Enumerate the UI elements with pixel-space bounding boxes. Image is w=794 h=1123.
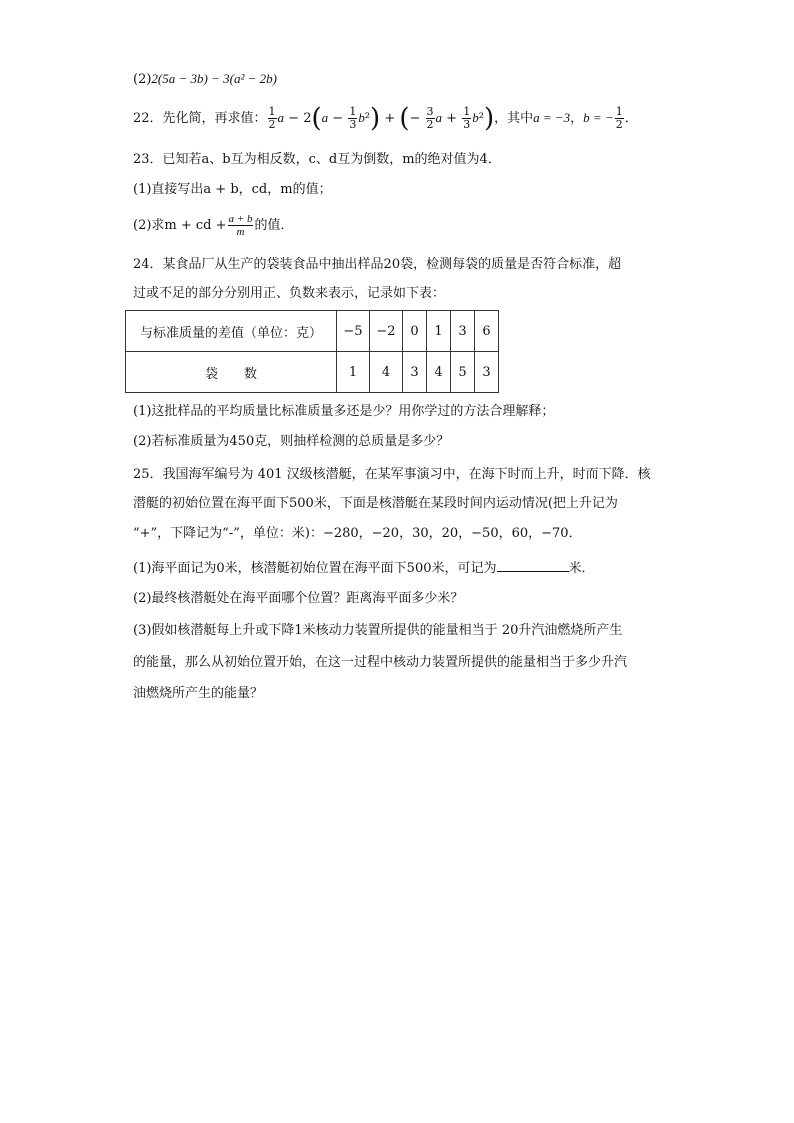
value-a: a = −3: [533, 110, 571, 125]
fraction-third-2: $\frac{1}{3}$: [463, 105, 471, 131]
question-25-part-3-line-2: 的能量，那么从初始位置开始，在这一过程中核动力装置所提供的能量相当于多少升汽: [133, 655, 628, 670]
table-cell: 1: [337, 352, 370, 393]
data-table: [125, 310, 499, 393]
fraction-half: $\frac{1}{2}$: [268, 105, 276, 131]
expression: 2(5a − 3b) − 3(a² − 2b): [151, 71, 277, 86]
table-cell: 4: [427, 352, 451, 393]
question-24-line-1: 24．某食品厂从生产的袋装食品中抽出样品20袋，检测每袋的质量是否符合标准，超: [133, 257, 622, 272]
table-cell: 0: [403, 311, 427, 352]
fraction-ab-over-m: $\frac{a + b}{m}$: [228, 213, 253, 238]
question-25-line-2: 潜艇的初始位置在海平面下500米，下面是核潜艇在某段时间内运动情况(把上升记为: [133, 496, 618, 511]
question-22-where: ，其中: [494, 111, 534, 126]
table-row: [126, 311, 499, 352]
question-25-part-3-line-3: 油燃烧所产生的能量？: [133, 686, 264, 701]
table-cell: 3: [475, 352, 499, 393]
part-2-suffix: 的值．: [254, 218, 294, 233]
row-header-diff: 与标准质量的差值（单位：克）: [126, 311, 337, 352]
fraction-three-halves: $\frac{3}{2}$: [426, 105, 434, 131]
table-row: [126, 352, 499, 393]
table-cell: 3: [403, 352, 427, 393]
question-22-prefix: 22．先化简，再求值：: [133, 111, 267, 126]
question-23-part-2: [133, 213, 293, 238]
part-1-suffix: 米．: [568, 561, 595, 576]
question-23-part-1: (1)直接写出a + b，cd，m的值；: [133, 182, 332, 197]
question-24-part-1: (1)这批样品的平均质量比标准质量多还是少？用你学过的方法合理解释；: [133, 404, 555, 419]
table-cell: 4: [370, 352, 403, 393]
answer-blank[interactable]: [497, 559, 569, 572]
table-cell: −5: [337, 311, 370, 352]
question-25-line-3: “+”，下降记为“-”，单位：米)：−280，−20，30，20，−50，60，−70．: [133, 526, 582, 541]
question-25-part-1: [133, 559, 595, 578]
fraction-b-value: $\frac{1}{2}$: [615, 105, 623, 131]
table-cell: −2: [370, 311, 403, 352]
question-23: 23．已知若a、b互为相反数，c、d互为倒数，m的绝对值为4．: [133, 152, 501, 167]
question-25-part-3-line-1: (3)假如核潜艇每上升或下降1米核动力装置所提供的能量相当于 20升汽油燃烧所产生: [133, 623, 623, 638]
question-21-part-2: [133, 70, 277, 89]
value-b: b = −: [583, 110, 614, 125]
question-25-line-1: 25．我国海军编号为 401 汉级核潜艇，在某军事演习中，在海下时而上升，时而下降．核: [133, 467, 651, 482]
question-24-line-2: 过或不足的部分分别用正、负数来表示，记录如下表：: [133, 286, 446, 301]
part-2-prefix: (2)求m + cd +: [133, 218, 227, 233]
table-cell: 6: [475, 311, 499, 352]
question-25-part-2: (2)最终核潜艇处在海平面哪个位置？距离海平面多少米？: [133, 591, 464, 606]
table-cell: 1: [427, 311, 451, 352]
part-label: (2): [133, 72, 152, 87]
fraction-third: $\frac{1}{3}$: [349, 105, 357, 131]
part-1-prefix: (1)海平面记为0米，核潜艇初始位置在海平面下500米，可记为: [133, 561, 497, 576]
table-cell: 5: [451, 352, 475, 393]
table-cell: 3: [451, 311, 475, 352]
question-24-part-2: (2)若标准质量为450克，则抽样检测的总质量是多少？: [133, 434, 450, 449]
question-22: 22．先化简，再求值： $\frac{1}{2}$ a − 2(a − $\frac{1}{3}$ b²) + (− $\frac{3}{2}$ a + $\frac{1}{3}$ b²)，其中a = −3，b = − $\frac{1}{2}$ ．: [133, 103, 638, 134]
row-header-count: 袋 数: [126, 352, 337, 393]
